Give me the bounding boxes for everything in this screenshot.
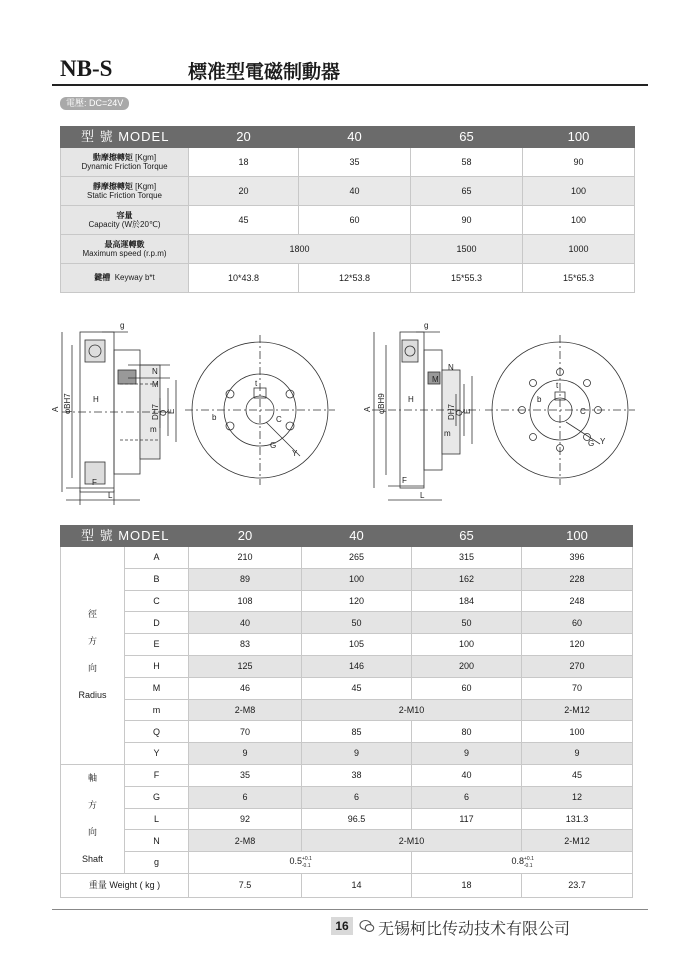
value-cell: 6 <box>412 786 522 808</box>
value-cell: 9 <box>412 743 522 765</box>
value-cell: 14 <box>302 873 412 897</box>
group-char: 向 <box>87 826 97 837</box>
dim-label: F <box>92 478 97 487</box>
dim-label: N <box>152 367 158 376</box>
right-brake-face-view <box>485 335 635 485</box>
dim-row-C <box>61 590 633 612</box>
param-key: Q <box>125 721 189 743</box>
value-cell: 396 <box>522 547 633 569</box>
value-cell: 15*65.3 <box>523 264 635 293</box>
value-cell: 146 <box>302 655 412 677</box>
dim-label: F <box>402 476 407 485</box>
value-cell: 125 <box>189 655 302 677</box>
dim-row-Y <box>61 743 633 765</box>
param-key: m <box>125 699 189 721</box>
param-key: H <box>125 655 189 677</box>
value-cell: 60 <box>412 677 522 699</box>
value-cell: 265 <box>302 547 412 569</box>
value-cell: 10*43.8 <box>189 264 299 293</box>
model-header: 型 號 MODEL <box>61 127 189 148</box>
page-number: 16 <box>331 917 353 935</box>
value-cell: 162 <box>412 568 522 590</box>
dim-row-G <box>61 786 633 808</box>
label-cn: 容量 <box>116 210 133 220</box>
value-cell: 100 <box>412 634 522 656</box>
value-cell: 108 <box>189 590 302 612</box>
g-value: 0.5 <box>289 855 302 866</box>
dim-label: b <box>537 395 542 404</box>
value-cell: 120 <box>302 590 412 612</box>
value-cell: 2-M10 <box>302 830 522 852</box>
group-char: 方 <box>87 636 97 647</box>
param-key: A <box>125 547 189 569</box>
voltage-badge: 電壓: DC=24V <box>60 97 129 110</box>
unit: (r.p.m) <box>143 249 167 258</box>
value-cell: 228 <box>522 568 633 590</box>
value-cell: 105 <box>302 634 412 656</box>
g-value: 0.8 <box>511 855 524 866</box>
value-cell: 2-M8 <box>189 699 302 721</box>
value-cell: 184 <box>412 590 522 612</box>
dim-row-M <box>61 677 633 699</box>
dim-label: b <box>212 413 217 422</box>
model-code: NB-S <box>60 56 113 81</box>
size-header: 65 <box>411 127 523 148</box>
g-tolerance-upper: +0.1 <box>524 855 534 862</box>
dim-label: H <box>93 395 99 404</box>
dim-row-Q <box>61 721 633 743</box>
param-key: D <box>125 612 189 634</box>
value-cell: 2-M10 <box>302 699 522 721</box>
value-cell: 131.3 <box>522 808 633 830</box>
value-cell: 45 <box>302 677 412 699</box>
dim-label: Y <box>292 449 298 458</box>
value-cell: 50 <box>412 612 522 634</box>
dim-row-H <box>61 655 633 677</box>
group-en: Radius <box>78 690 107 701</box>
param-key: L <box>125 808 189 830</box>
dim-label: Q <box>455 409 464 416</box>
param-key: Y <box>125 743 189 765</box>
row-label <box>61 235 189 264</box>
left-brake-face-view <box>185 335 335 485</box>
dim-header-row <box>61 526 633 547</box>
dim-row-g <box>61 852 633 874</box>
label-en: Keyway b*t <box>114 273 155 283</box>
group-char: 方 <box>87 799 97 810</box>
size-header: 40 <box>302 526 412 547</box>
value-cell: 65 <box>411 177 523 206</box>
page-title: 標准型電磁制動器 <box>188 61 341 83</box>
value-cell: 2-M12 <box>522 699 633 721</box>
group-char: 徑 <box>87 609 97 620</box>
dim-label: L <box>420 491 425 500</box>
value-cell: 315 <box>412 547 522 569</box>
param-key: C <box>125 590 189 612</box>
value-cell: 80 <box>412 721 522 743</box>
param-key: g <box>125 852 189 874</box>
dim-label: C <box>276 415 282 424</box>
dim-label: m <box>150 425 157 434</box>
value-cell: 120 <box>522 634 633 656</box>
value-cell: 100 <box>302 568 412 590</box>
label-cn: 靜摩擦轉矩 <box>92 181 133 191</box>
unit: [Kgm] <box>135 181 157 191</box>
g-tolerance-upper: +0.1 <box>302 855 312 862</box>
value-cell: 9 <box>522 743 633 765</box>
value-cell: 18 <box>189 148 299 177</box>
company-name: 无锡柯比传动技术有限公司 <box>378 919 571 938</box>
param-key: N <box>125 830 189 852</box>
dim-label: φBH7 <box>63 393 72 414</box>
value-cell: 117 <box>412 808 522 830</box>
label-cn: 鍵槽 <box>94 273 111 283</box>
value-cell: 83 <box>189 634 302 656</box>
dim-label: G <box>588 439 595 448</box>
value-cell: 60 <box>522 612 633 634</box>
row-label <box>61 177 189 206</box>
dim-label: t <box>255 379 258 388</box>
title-bar <box>52 52 648 86</box>
dim-label: L <box>108 491 113 500</box>
spec-table <box>60 126 635 293</box>
value-cell: 7.5 <box>189 873 302 897</box>
value-cell: 96.5 <box>302 808 412 830</box>
value-cell: 6 <box>302 786 412 808</box>
dim-row-weight <box>61 873 633 897</box>
dim-row-m <box>61 699 633 721</box>
dim-label: DH7 <box>447 403 456 420</box>
dim-label: A <box>51 406 60 412</box>
value-cell: 90 <box>523 148 635 177</box>
value-cell: 40 <box>189 612 302 634</box>
row-label <box>61 264 189 293</box>
value-cell: 35 <box>299 148 411 177</box>
value-cell: 210 <box>189 547 302 569</box>
dim-label: g <box>120 321 125 330</box>
spec-row-keyway <box>61 264 635 293</box>
value-cell: 23.7 <box>522 873 633 897</box>
label-en: Capacity <box>88 220 120 229</box>
label-en: Maximum speed <box>82 249 142 258</box>
spec-row-static-torque <box>61 177 635 206</box>
value-cell: 100 <box>523 206 635 235</box>
g-tolerance-lower: -0.1 <box>301 862 311 869</box>
spec-row-dynamic-torque <box>61 148 635 177</box>
value-cell: 12 <box>522 786 633 808</box>
value-cell: 40 <box>299 177 411 206</box>
row-label <box>61 206 189 235</box>
value-cell: 1500 <box>411 235 523 264</box>
value-cell: 38 <box>302 764 412 786</box>
weight-label: 重量 Weight ( kg ) <box>61 873 189 897</box>
dim-label: E <box>463 408 472 414</box>
dim-label: M <box>432 375 439 384</box>
group-char: 向 <box>87 663 97 674</box>
value-cell: 100 <box>522 721 633 743</box>
dim-label: N <box>448 363 454 372</box>
dim-row-F <box>61 764 633 786</box>
label-en: Static Friction Torque <box>87 191 162 200</box>
dim-label: A <box>363 406 372 412</box>
dim-label: φBH9 <box>377 393 386 414</box>
value-cell: 90 <box>411 206 523 235</box>
value-cell: 9 <box>302 743 412 765</box>
radius-group-label <box>61 547 125 765</box>
dim-label: g <box>424 321 429 330</box>
g-tolerance-lower: -0.1 <box>523 862 533 869</box>
value-cell <box>189 852 412 874</box>
value-cell: 2-M8 <box>189 830 302 852</box>
dim-row-A <box>61 547 633 569</box>
dim-label: G <box>270 441 277 450</box>
shaft-group-label <box>61 764 125 873</box>
spec-header-row <box>61 127 635 148</box>
value-cell <box>412 852 633 874</box>
spec-row-capacity <box>61 206 635 235</box>
dim-label: m <box>444 429 451 438</box>
value-cell: 18 <box>412 873 522 897</box>
footer-divider <box>52 909 648 910</box>
size-header: 65 <box>412 526 522 547</box>
group-char: 軸 <box>87 772 97 783</box>
value-cell: 35 <box>189 764 302 786</box>
value-cell: 270 <box>522 655 633 677</box>
value-cell: 60 <box>299 206 411 235</box>
group-en: Shaft <box>81 853 103 864</box>
model-header: 型 號 MODEL <box>61 526 189 547</box>
value-cell: 1000 <box>523 235 635 264</box>
value-cell: 50 <box>302 612 412 634</box>
value-cell: 20 <box>189 177 299 206</box>
value-cell: 85 <box>302 721 412 743</box>
label-cn: 動摩擦轉矩 <box>92 152 133 162</box>
dim-label: Q <box>159 409 168 416</box>
value-cell: 9 <box>189 743 302 765</box>
technical-drawing <box>0 310 700 515</box>
row-label <box>61 148 189 177</box>
dim-label: H <box>408 395 414 404</box>
value-cell: 46 <box>189 677 302 699</box>
value-cell: 89 <box>189 568 302 590</box>
value-cell: 2-M12 <box>522 830 633 852</box>
param-key: F <box>125 764 189 786</box>
value-cell: 45 <box>189 206 299 235</box>
dim-row-E <box>61 634 633 656</box>
value-cell: 92 <box>189 808 302 830</box>
value-cell: 40 <box>412 764 522 786</box>
dim-row-N <box>61 830 633 852</box>
param-key: G <box>125 786 189 808</box>
size-header: 20 <box>189 526 302 547</box>
param-key: E <box>125 634 189 656</box>
value-cell: 248 <box>522 590 633 612</box>
value-cell: 1800 <box>189 235 411 264</box>
value-cell: 12*53.8 <box>299 264 411 293</box>
label-cn: 最高運轉數 <box>104 239 145 249</box>
size-header: 100 <box>522 526 633 547</box>
value-cell: 58 <box>411 148 523 177</box>
value-cell: 200 <box>412 655 522 677</box>
dimension-table <box>60 525 633 898</box>
dim-row-D <box>61 612 633 634</box>
dim-row-L <box>61 808 633 830</box>
spec-row-max-speed <box>61 235 635 264</box>
dim-row-B <box>61 568 633 590</box>
label-en: Dynamic Friction Torque <box>81 162 168 171</box>
dim-label: C <box>580 407 586 416</box>
dim-label: Y <box>600 437 606 446</box>
value-cell: 45 <box>522 764 633 786</box>
dim-label: DH7 <box>151 403 160 420</box>
param-key: B <box>125 568 189 590</box>
value-cell: 70 <box>522 677 633 699</box>
value-cell: 6 <box>189 786 302 808</box>
value-cell: 15*55.3 <box>411 264 523 293</box>
unit: (W於20℃) <box>121 220 161 229</box>
size-header: 100 <box>523 127 635 148</box>
dim-label: M <box>152 380 159 389</box>
size-header: 40 <box>299 127 411 148</box>
value-cell: 100 <box>523 177 635 206</box>
value-cell: 70 <box>189 721 302 743</box>
dim-label: E <box>167 408 176 414</box>
param-key: M <box>125 677 189 699</box>
wechat-icon <box>359 918 375 934</box>
unit: [Kgm] <box>135 152 157 162</box>
dim-label: t <box>556 381 559 390</box>
size-header: 20 <box>189 127 299 148</box>
